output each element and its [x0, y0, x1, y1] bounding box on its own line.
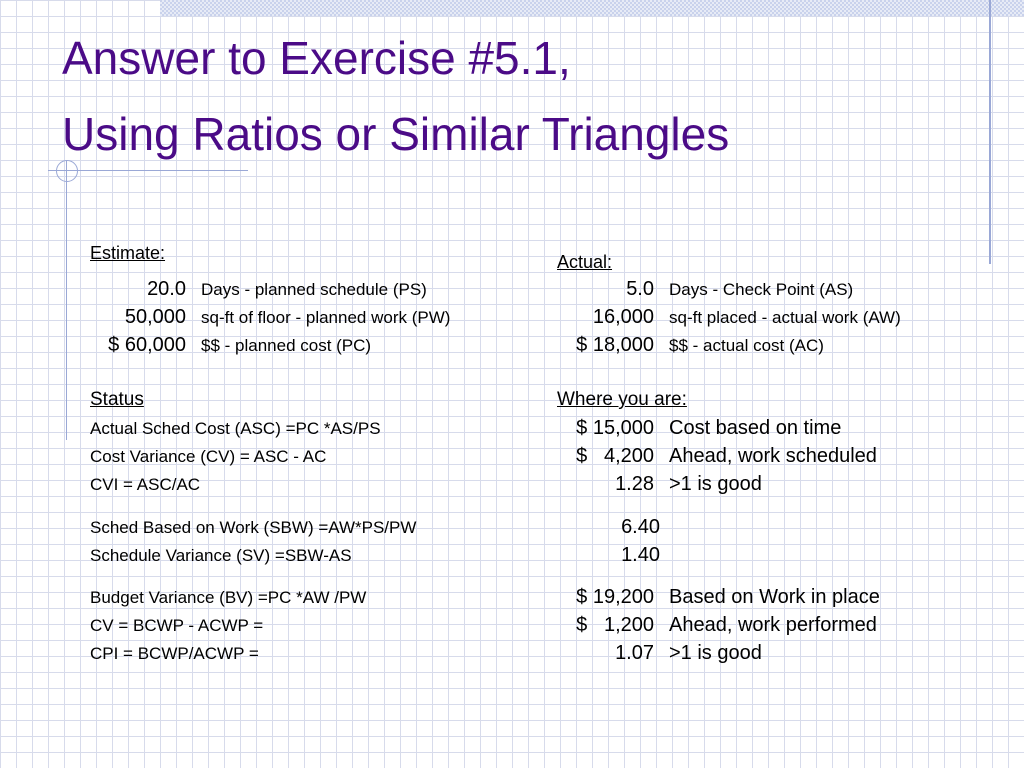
where-value-sv: 1.40	[621, 544, 660, 566]
status-heading: Status	[90, 389, 144, 410]
where-note-cv-bcwp: Ahead, work performed	[669, 614, 877, 636]
status-item-cvi: CVI = ASC/AC	[90, 475, 201, 494]
decorative-circle	[56, 160, 78, 182]
actual-value-aw: 16,000	[592, 306, 654, 328]
status-item-cv: Cost Variance (CV) = ASC - AC	[90, 447, 327, 466]
estimate-value-ps: 20.0	[147, 278, 186, 300]
where-note-cvi: >1 is good	[669, 473, 762, 495]
status-item-asc: Actual Sched Cost (ASC) =PC *AS/PS	[90, 419, 381, 438]
actual-desc-aw: sq-ft placed - actual work (AW)	[669, 308, 901, 327]
where-value-asc: $ 15,000	[576, 417, 654, 439]
actual-value-as: 5.0	[626, 278, 654, 300]
status-item-cv-bcwp: CV = BCWP - ACWP =	[90, 616, 264, 635]
where-note-asc: Cost based on time	[669, 417, 842, 439]
actual-desc-as: Days - Check Point (AS)	[669, 280, 854, 299]
where-value-sbw: 6.40	[621, 516, 660, 538]
actual-heading: Actual:	[557, 252, 613, 272]
where-note-cpi: >1 is good	[669, 642, 762, 664]
status-item-bv: Budget Variance (BV) =PC *AW /PW	[90, 588, 367, 607]
where-value-bv: $ 19,200	[576, 586, 654, 608]
where-note-cv: Ahead, work scheduled	[669, 445, 877, 467]
left-decorative-vertical-line	[66, 160, 67, 440]
status-item-cpi: CPI = BCWP/ACWP =	[90, 644, 259, 663]
where-value-cpi: 1.07	[615, 642, 654, 664]
estimate-value-pc: $ 60,000	[108, 334, 186, 356]
estimate-desc-pc: $$ - planned cost (PC)	[201, 336, 372, 355]
where-value-cv-bcwp: $ 1,200	[576, 614, 654, 636]
slide-title-line-1: Answer to Exercise #5.1,	[62, 32, 571, 84]
estimate-value-pw: 50,000	[124, 306, 186, 328]
estimate-desc-ps: Days - planned schedule (PS)	[201, 280, 427, 299]
top-decorative-band	[160, 0, 1024, 16]
status-item-sbw: Sched Based on Work (SBW) =AW*PS/PW	[90, 518, 417, 537]
where-value-cvi: 1.28	[615, 473, 654, 495]
where-note-bv: Based on Work in place	[669, 586, 880, 608]
right-decorative-line	[989, 0, 991, 264]
slide-title-line-2: Using Ratios or Similar Triangles	[62, 108, 730, 160]
actual-value-ac: $ 18,000	[576, 334, 654, 356]
where-heading: Where you are:	[557, 389, 687, 410]
where-value-cv: $ 4,200	[576, 445, 654, 467]
estimate-desc-pw: sq-ft of floor - planned work (PW)	[201, 308, 451, 327]
left-decorative-horizontal-line	[48, 170, 248, 171]
actual-desc-ac: $$ - actual cost (AC)	[669, 336, 824, 355]
status-item-sv: Schedule Variance (SV) =SBW-AS	[90, 546, 352, 565]
estimate-heading: Estimate:	[90, 243, 166, 263]
